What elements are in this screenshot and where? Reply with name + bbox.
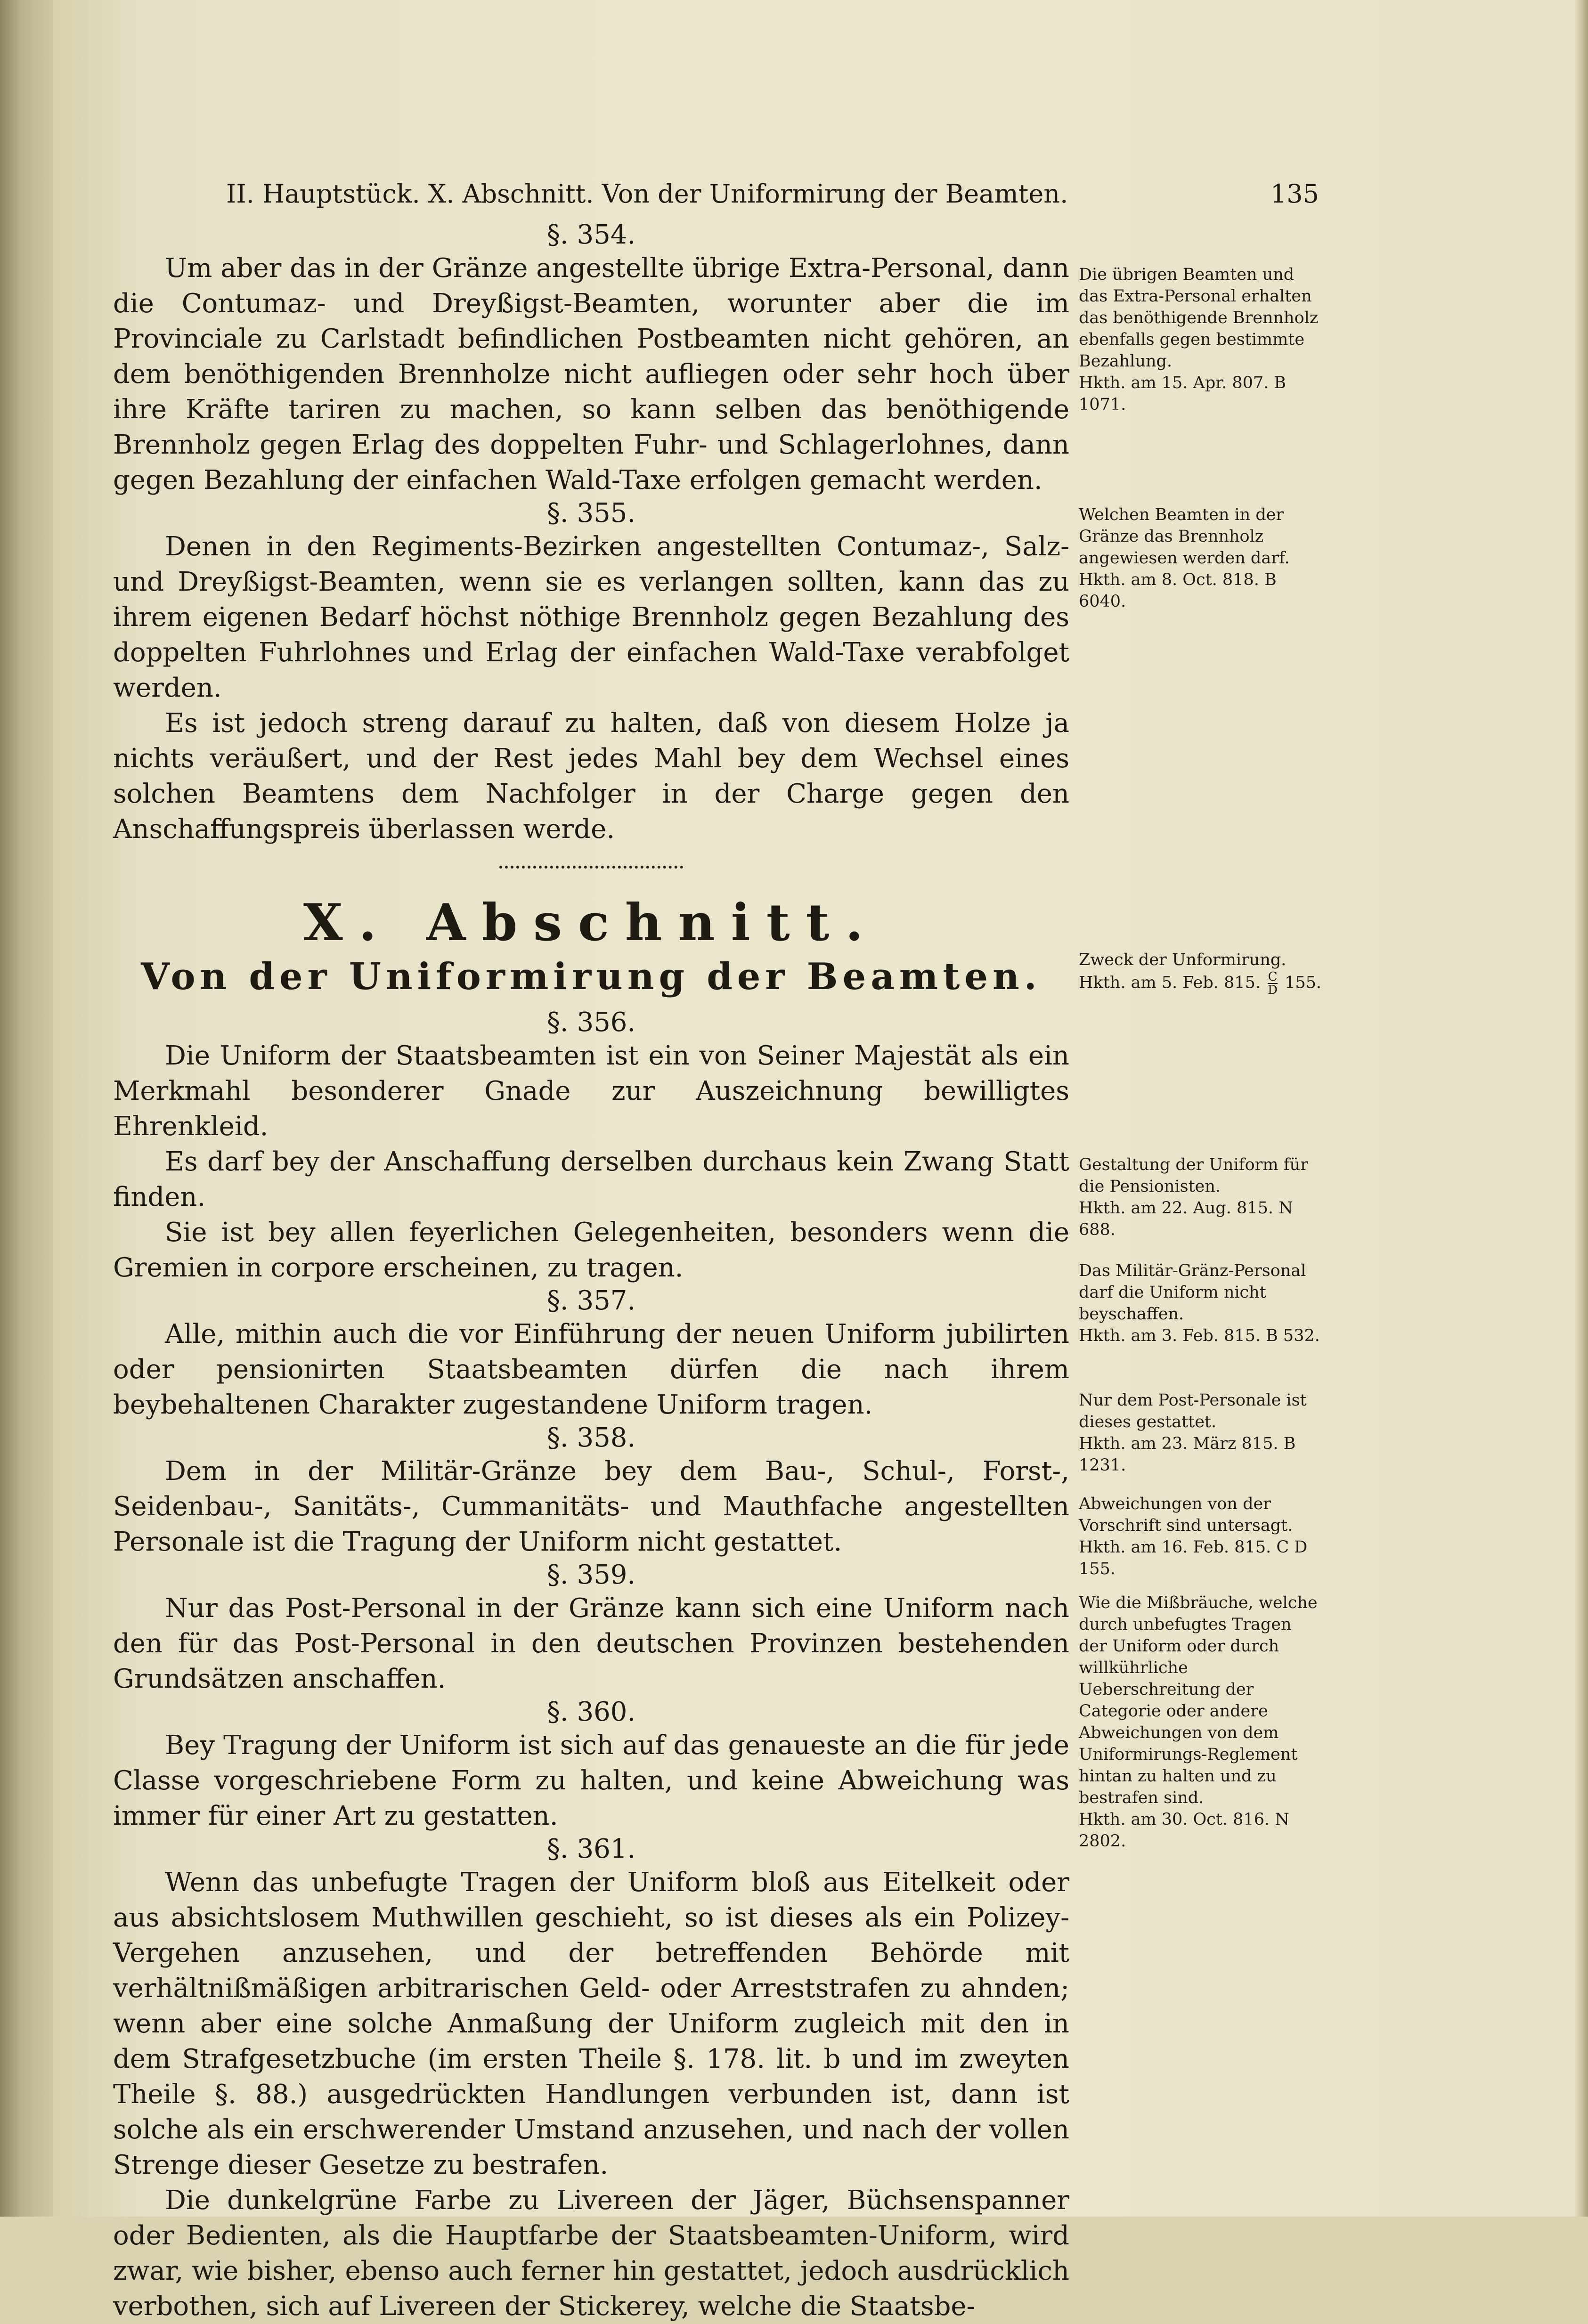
paragraph-355-a: Denen in den Regiments-Bezirken angestellten Contumaz-, Salz- und Dreyßigst-Beamten, wenn sie es verlangen sollten, kann das zu ihrem eigenen Bedarf höchst nöthige Brennholz gegen Bezahlung des doppelten Fuhrlohnes und Erlag der einfachen Wald-Taxe verabfolget werden. (113, 531, 1069, 703)
fraction-top: C (1268, 970, 1278, 984)
margin-note-355 (1079, 504, 1324, 612)
page-number: 135 (1270, 179, 1319, 209)
fraction (1268, 971, 1278, 996)
margin-note-text: Abweichungen von der Vorschrift sind untersagt. (1079, 1495, 1293, 1535)
margin-reference (1079, 971, 1324, 996)
paragraph-356-b: Es darf bey der Anschaffung derselben durchaus kein Zwang Statt finden. (113, 1146, 1069, 1212)
section-heading-354: §. 354. (546, 219, 636, 250)
section-heading-358: §. 358. (546, 1422, 636, 1453)
margin-reference: Hkth. am 30. Oct. 816. N 2802. (1079, 1810, 1289, 1851)
paragraph-354: Um aber das in der Gränze angestellte übrige Extra-Personal, dann die Contumaz- und Dreyßigst-Beamten, worunter aber die im Provinciale zu Carlstadt befindlichen Postbeamten nicht gehören, an dem benöthigenden Brennholze nicht aufliegen oder sehr hoch über ihre Kräfte tariren zu machen, so kann selben das benöthigende Brennholz gegen Erlag des doppelten Fuhr- und Schlagerlohnes, dann gegen Bezahlung der einfachen Wald-Taxe erfolgen gemacht werden. (113, 253, 1069, 496)
section-heading-357: §. 357. (546, 1285, 636, 1316)
binding-gutter (0, 0, 53, 2217)
chapter-subtitle: Von der Uniformirung der Beamten. (141, 955, 1042, 998)
margin-note-360 (1079, 1493, 1324, 1580)
page-edge (1575, 0, 1588, 2217)
margin-note-text: Die übrigen Beamten und das Extra-Personal erhalten das benöthigende Brennholz ebenfalls gegen bestimmte Bezahlung. (1079, 265, 1319, 371)
paragraph-356-a: Die Uniform der Staatsbeamten ist ein von Seiner Majestät als ein Merkmahl besonderer Gnade zur Auszeichnung bewilligtes Ehrenkleid. (113, 1040, 1069, 1142)
paragraph-359: Nur das Post-Personal in der Gränze kann sich eine Uniform nach den für das Post-Personal in den deutschen Provinzen bestehenden Grundsätzen anschaffen. (113, 1593, 1069, 1694)
paragraph-361-b: Die dunkelgrüne Farbe zu Livereen der Jäger, Büchsenspanner oder Bedienten, als die Hauptfarbe der Staatsbeamten-Uniform, wird zwar, wie bisher, ebenso auch ferner hin gestattet, jedoch ausdrücklich verbothen, sich auf Livereen der Stickerey, welche die Staatsbe- (113, 2185, 1069, 2322)
main-text (113, 219, 1069, 2324)
chapter-title: X. Abschnitt. (303, 893, 880, 952)
margin-note-361 (1079, 1592, 1324, 1852)
section-heading-359: §. 359. (546, 1560, 636, 1590)
margin-reference: Hkth. am 8. Oct. 818. B 6040. (1079, 570, 1277, 611)
margin-note-text: Das Militär-Gränz-Personal darf die Uniform nicht beyschaffen. (1079, 1261, 1306, 1324)
margin-note-text: Welchen Beamten in der Gränze das Brennholz angewiesen werden darf. (1079, 505, 1290, 568)
section-heading-355: §. 355. (546, 498, 636, 528)
margin-note-357 (1079, 1154, 1324, 1241)
margin-reference: Hkth. am 15. Apr. 807. B 1071. (1079, 374, 1287, 414)
margin-reference: Hkth. am 23. März 815. B 1231. (1079, 1434, 1296, 1475)
paragraph-355-b: Es ist jedoch streng darauf zu halten, daß von diesem Holze ja nichts veräußert, und der Rest jedes Mahl bey dem Wechsel eines solchen Beamtens dem Nachfolger in der Charge gegen den Anschaffungspreis überlassen werde. (113, 708, 1069, 845)
margin-note-text: Nur dem Post-Personale ist dieses gestattet. (1079, 1391, 1307, 1431)
paragraph-356-c: Sie ist bey allen feyerlichen Gelegenheiten, besonders wenn die Gremien in corpore erscheinen, zu tragen. (113, 1217, 1069, 1283)
margin-note-text: Gestaltung der Uniform für die Pensionisten. (1079, 1155, 1308, 1196)
margin-note-359 (1079, 1390, 1324, 1476)
margin-reference-prefix: Hkth. am 5. Feb. 815. (1079, 973, 1261, 992)
margin-reference: Hkth. am 22. Aug. 815. N 688. (1079, 1199, 1293, 1239)
paragraph-358: Dem in der Militär-Gränze bey dem Bau-, Schul-, Forst-, Seidenbau-, Sanitäts-, Cummanitäts- und Mauthfache angestellten Personale ist die Tragung der Uniform nicht gestattet. (113, 1456, 1069, 1557)
margin-reference-suffix: 155. (1285, 973, 1322, 992)
margin-reference: Hkth. am 3. Feb. 815. B 532. (1079, 1326, 1320, 1345)
decorative-divider (499, 866, 683, 869)
margin-note-354 (1079, 264, 1324, 415)
section-heading-360: §. 360. (546, 1697, 636, 1727)
paragraph-361-a: Wenn das unbefugte Tragen der Uniform bloß aus Eitelkeit oder aus absichtslosem Muthwillen geschieht, so ist dieses als ein Polizey-Vergehen anzusehen, und der betreffenden Behörde mit verhältnißmäßigen arbitrarischen Geld- oder Arreststrafen zu ahnden; wenn aber eine solche Anmaßung der Uniform zugleich mit den in dem Strafgesetzbuche (im ersten Theile §. 178. lit. b und im zweyten Theile §. 88.) ausgedrückten Handlungen verbunden ist, dann ist solche als ein erschwerender Umstand anzusehen, und nach der vollen Strenge dieser Gesetze zu bestrafen. (113, 1867, 1069, 2180)
margin-note-358 (1079, 1260, 1324, 1347)
margin-note-356 (1079, 949, 1324, 996)
section-heading-361: §. 361. (546, 1834, 636, 1864)
margin-reference: Hkth. am 16. Feb. 815. C D 155. (1079, 1538, 1308, 1578)
paragraph-360: Bey Tragung der Uniform ist sich auf das genaueste an die für jede Classe vorgeschriebene Form zu halten, und keine Abweichung was immer für einer Art zu gestatten. (113, 1730, 1069, 1831)
margin-note-text: Zweck der Unformirung. (1079, 951, 1287, 969)
page-header (226, 179, 1319, 221)
fraction-bottom: D (1268, 983, 1278, 997)
section-heading-356: §. 356. (546, 1007, 636, 1038)
margin-note-text: Wie die Mißbräuche, welche durch unbefugtes Tragen der Uniform oder durch willkührliche Ueberschreitung der Categorie oder andere Abweichungen von dem Uniformirungs-Reglement hintan zu halten und zu bestrafen sind. (1079, 1593, 1318, 1807)
running-title: II. Hauptstück. X. Abschnitt. Von der Uniformirung der Beamten. (226, 179, 1068, 209)
paragraph-357: Alle, mithin auch die vor Einführung der neuen Uniform jubilirten oder pensionirten Staatsbeamten dürfen die nach ihrem beybehaltenen Charakter zugestandene Uniform tragen. (113, 1319, 1069, 1420)
